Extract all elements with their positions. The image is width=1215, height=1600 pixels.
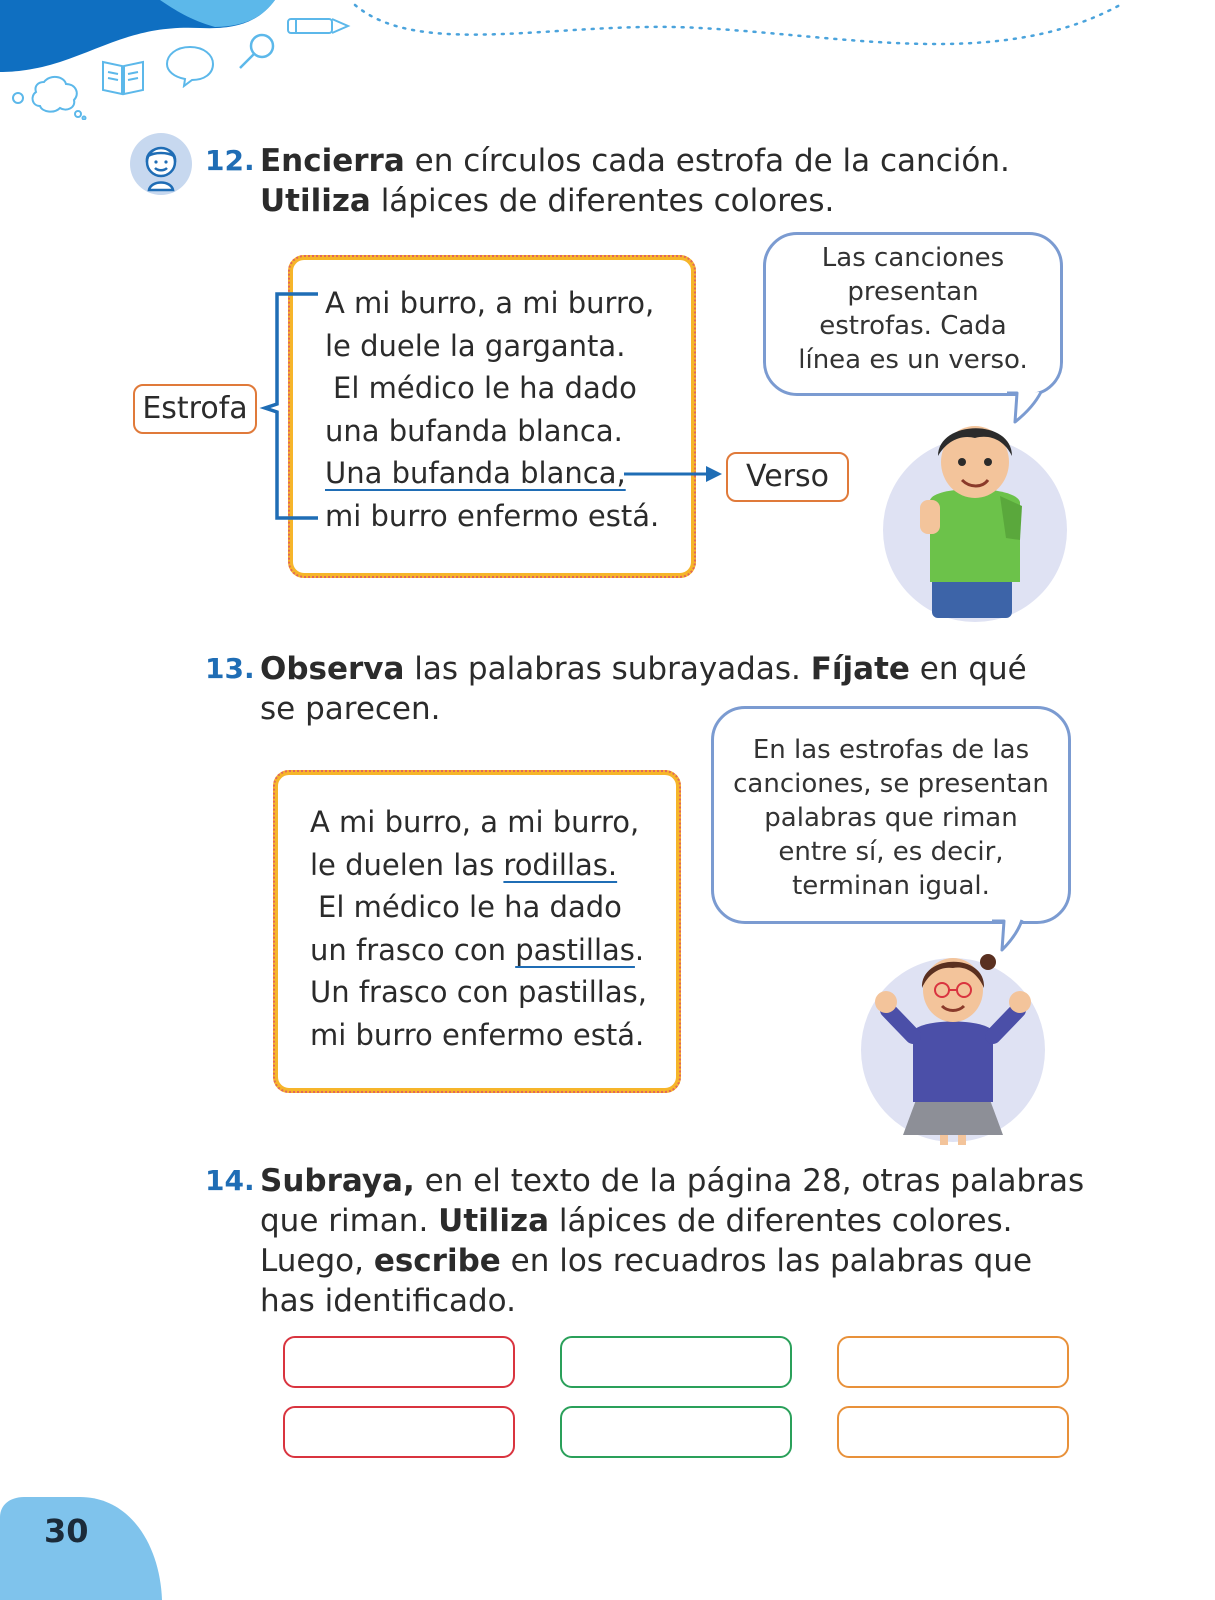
verse-line: le duele la garganta.: [325, 329, 626, 363]
verso-label: Verso: [726, 452, 849, 502]
question-number: 13.: [205, 652, 255, 685]
book-icon: [100, 56, 146, 98]
pencil-icon: [286, 14, 352, 38]
instruction-verb: escribe: [373, 1243, 501, 1279]
rhyme-word: pastillas: [515, 933, 635, 967]
answer-box-red-1[interactable]: [283, 1336, 515, 1388]
instruction-verb: Utiliza: [260, 183, 371, 219]
boy-illustration: [880, 410, 1070, 625]
answer-box-red-2[interactable]: [283, 1406, 515, 1458]
bubble-line: Las canciones: [821, 243, 1005, 273]
instruction-text: las palabras subrayadas.: [404, 651, 811, 687]
verse-text: un frasco con: [310, 933, 516, 967]
bubble-line: presentan: [847, 277, 979, 307]
instruction-verb: Fíjate: [810, 651, 910, 687]
question-12: [205, 141, 1105, 221]
verse-line: El médico le ha dado: [333, 371, 637, 405]
bubble-line: En las estrofas de las: [752, 735, 1030, 765]
question-number: 12.: [205, 144, 255, 177]
verse-line: A mi burro, a mi burro,: [310, 805, 640, 839]
instruction-text: has identificado.: [260, 1283, 516, 1319]
verse-line: [310, 848, 617, 882]
poem-box-2: [273, 770, 681, 1093]
instruction-verb: Encierra: [260, 143, 405, 179]
stanza-bracket: [255, 290, 325, 525]
verse-line: una bufanda blanca.: [325, 414, 623, 448]
verse-line: Un frasco con pastillas,: [310, 975, 647, 1009]
instruction-text: lápices de diferentes colores.: [549, 1203, 1013, 1239]
answer-box-orange-1[interactable]: [837, 1336, 1069, 1388]
magnifier-icon: [236, 30, 278, 72]
answer-box-green-2[interactable]: [560, 1406, 792, 1458]
bubble-line: palabras que riman: [764, 803, 1018, 833]
poem-box-1: [288, 255, 696, 578]
question-14: [205, 1161, 1105, 1321]
verse-line: mi burro enfermo está.: [310, 1018, 645, 1052]
verse-line: El médico le ha dado: [318, 890, 622, 924]
bubble-line: estrofas. Cada: [819, 311, 1007, 341]
instruction-verb: Observa: [260, 651, 405, 687]
page-number: 30: [44, 1512, 89, 1550]
verse-line: mi burro enfermo está.: [325, 499, 660, 533]
answer-box-orange-2[interactable]: [837, 1406, 1069, 1458]
question-text: [260, 1161, 1105, 1321]
instruction-verb: Subraya,: [260, 1163, 415, 1199]
instruction-text: en el texto de la página 28, otras palabras: [414, 1163, 1085, 1199]
verse-line: A mi burro, a mi burro,: [325, 286, 655, 320]
rhyme-word: rodillas.: [503, 848, 618, 882]
verse-line-underlined: Una bufanda blanca,: [325, 456, 626, 490]
instruction-text: lápices de diferentes colores.: [370, 183, 835, 219]
instruction-text: en los recuadros las palabras que: [500, 1243, 1033, 1279]
instruction-text: que riman.: [260, 1203, 439, 1239]
instruction-text: se parecen.: [260, 691, 441, 727]
instruction-text: en qué: [909, 651, 1027, 687]
question-number: 14.: [205, 1164, 255, 1197]
verse-text: .: [634, 933, 645, 967]
bubble-line: canciones, se presentan: [733, 769, 1049, 799]
instruction-text: Luego,: [260, 1243, 374, 1279]
speech-bubble-2: [711, 706, 1071, 924]
question-text: [260, 141, 1105, 221]
bubble-line: terminan igual.: [792, 871, 990, 901]
bubble-line: entre sí, es decir,: [778, 837, 1004, 867]
bubble-line: línea es un verso.: [798, 345, 1028, 375]
thought-cloud-icon: [8, 72, 88, 120]
speech-bubble-1: [763, 232, 1063, 396]
student-icon: [129, 132, 193, 196]
instruction-verb: Utiliza: [438, 1203, 550, 1239]
girl-illustration: [858, 940, 1048, 1145]
answer-box-green-1[interactable]: [560, 1336, 792, 1388]
speech-bubble-icon: [164, 44, 216, 88]
arrow-icon: [620, 464, 724, 484]
instruction-text: en círculos cada estrofa de la canción.: [404, 143, 1010, 179]
estrofa-label: Estrofa: [133, 384, 257, 434]
verse-line: [310, 933, 644, 967]
verse-text: le duelen las: [310, 848, 504, 882]
